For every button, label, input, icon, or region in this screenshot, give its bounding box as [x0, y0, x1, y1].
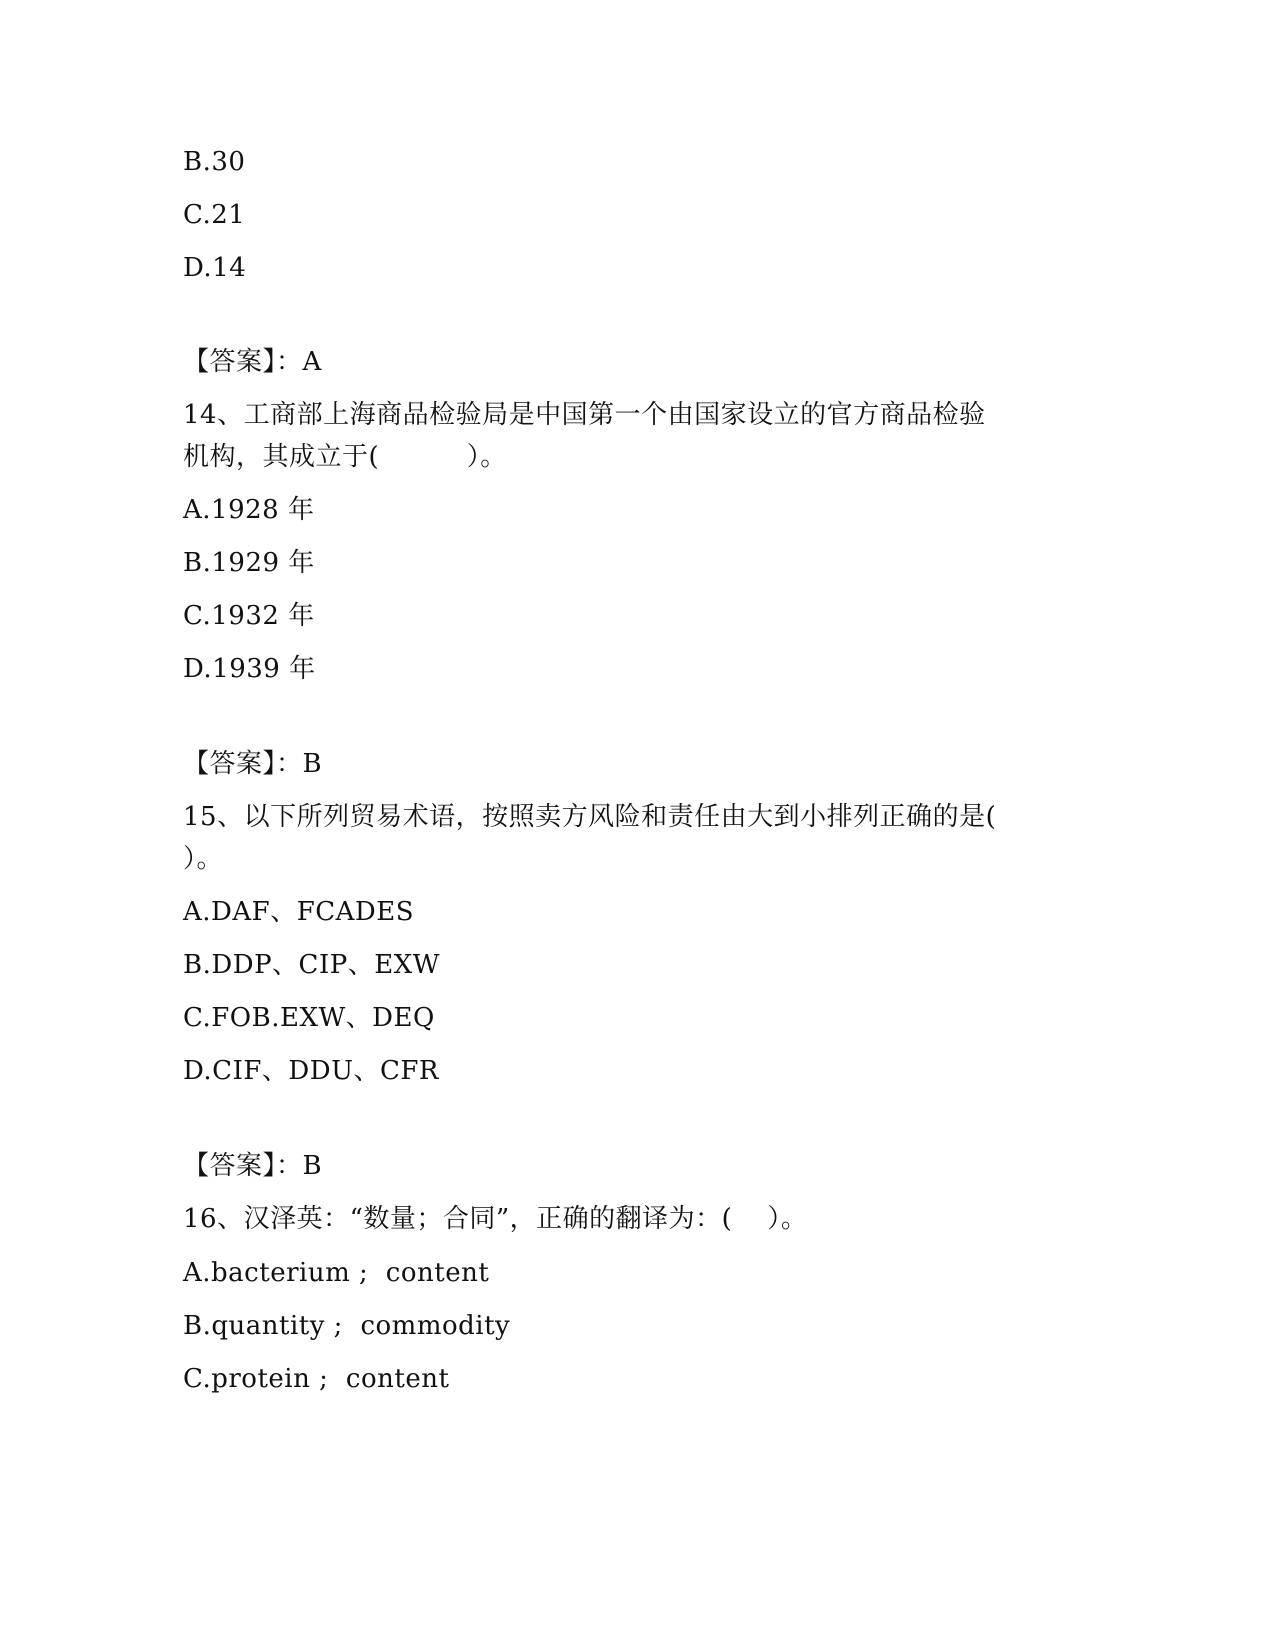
q14-option-c: C.1932 年 [183, 601, 315, 631]
q13-option-b: B.30 [183, 147, 246, 177]
q13-answer: 【答案】：A [183, 347, 322, 377]
q14-stem-line1: 14、工商部上海商品检验局是中国第一个由国家设立的官方商品检验 [183, 400, 986, 430]
q14-stem-line2: 机构，其成立于( ）。 [183, 442, 507, 472]
q14-option-d: D.1939 年 [183, 654, 316, 684]
q14-option-b: B.1929 年 [183, 548, 315, 578]
q15-option-d: D.CIF、DDU、CFR [183, 1056, 440, 1086]
q16-stem-line1: 16、汉泽英：“数量；合同”，正确的翻译为：( ）。 [183, 1204, 808, 1234]
q16-option-b: B.quantity ; commodity [183, 1311, 511, 1341]
q14-option-a: A.1928 年 [183, 495, 315, 525]
q15-option-c: C.FOB.EXW、DEQ [183, 1003, 435, 1033]
q15-stem-line1: 15、以下所列贸易术语，按照卖方风险和责任由大到小排列正确的是( [183, 802, 997, 832]
q15-option-a: A.DAF、FCADES [183, 897, 415, 927]
q13-option-d: D.14 [183, 253, 247, 283]
q13-option-c: C.21 [183, 200, 246, 230]
q15-answer: 【答案】：B [183, 1151, 323, 1181]
q15-option-b: B.DDP、CIP、EXW [183, 950, 440, 980]
q16-option-a: A.bacterium ; content [183, 1258, 490, 1288]
q16-option-c: C.protein ; content [183, 1364, 450, 1394]
q15-stem-line2: ）。 [183, 844, 224, 874]
q14-answer: 【答案】：B [183, 749, 323, 779]
